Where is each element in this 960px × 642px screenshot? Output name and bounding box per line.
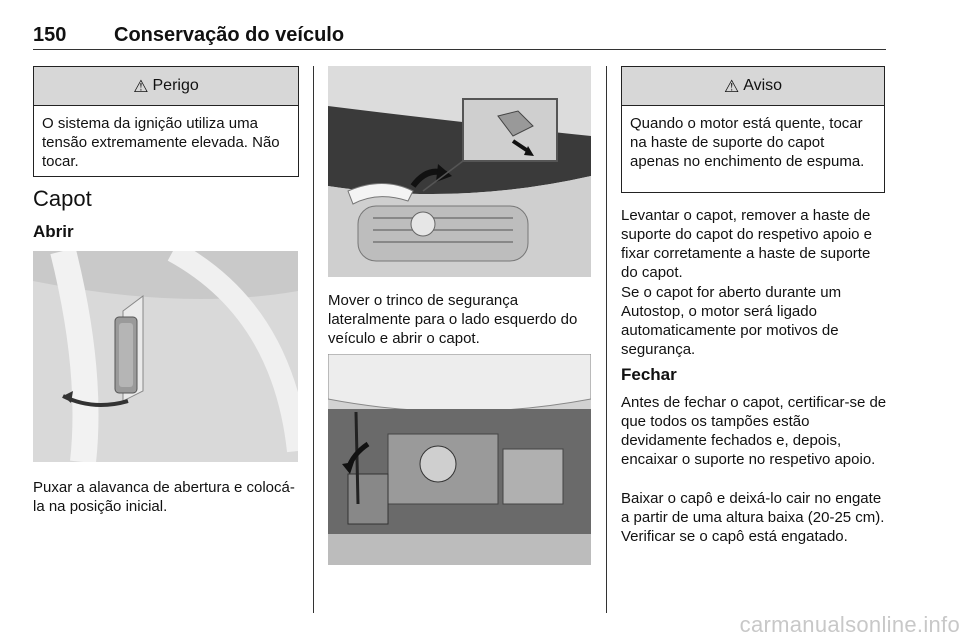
open-engine-bay-illustration [328, 354, 591, 565]
col3-paragraph-4: Baixar o capô e deixá-lo cair no engate a partir de uma altura baixa (20-25 cm). Verificar se o capô está engatado. [621, 490, 885, 545]
warning-box-header [622, 67, 884, 106]
warning-heading: Aviso [743, 77, 783, 94]
danger-box-header [34, 67, 298, 106]
header-divider [33, 49, 886, 50]
col3-paragraph-2: Se o capot for aberto durante um Autostop, o motor será ligado automaticamente por motivos de segurança. [621, 284, 842, 358]
section-title: Capot [33, 186, 92, 211]
warning-triangle-icon: ⚠ [723, 76, 740, 96]
column-divider-2 [606, 66, 607, 613]
warning-triangle-icon: ⚠ [133, 76, 149, 96]
page-title: Conservação do veículo [114, 24, 345, 46]
col1-caption: Puxar a alavanca de abertura e colocá-la na posição inicial. [33, 479, 295, 515]
page-number: 150 [33, 24, 67, 46]
col3-paragraph-1: Levantar o capot, remover a haste de suporte do capot do respetivo apoio e fixar corretamente a haste de suporte do capot. [621, 207, 873, 281]
danger-text: O sistema da ignição utiliza uma tensão extremamente elevada. Não tocar. [42, 115, 280, 170]
watermark: carmanualsonline.info [739, 612, 960, 637]
danger-box [33, 66, 299, 177]
hood-release-lever-illustration [33, 251, 298, 462]
warning-text: Quando o motor está quente, tocar na haste de suporte do capot apenas no enchimento de espuma. [630, 115, 865, 170]
col3-paragraph-3: Antes de fechar o capot, certificar-se de que todos os tampões estão devidamente fechados e, depois, encaixar o suporte no respetivo apoio. [621, 394, 887, 468]
safety-catch-illustration [328, 66, 591, 277]
close-subtitle: Fechar [621, 365, 677, 384]
danger-heading: Perigo [152, 77, 199, 94]
open-subtitle: Abrir [33, 222, 74, 241]
column-divider-1 [313, 66, 314, 613]
col2-caption: Mover o trinco de segurança lateralmente para o lado esquerdo do veículo e abrir o capot. [328, 292, 578, 347]
warning-box [621, 66, 885, 193]
